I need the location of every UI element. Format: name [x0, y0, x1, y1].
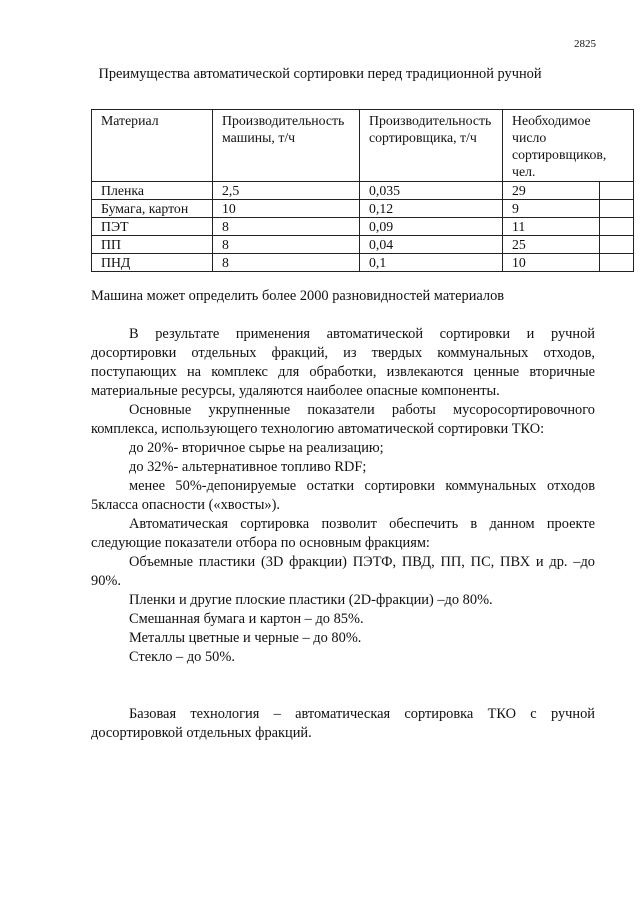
table-row — [92, 236, 634, 254]
header-material: Материал — [92, 110, 213, 182]
cell-empty — [600, 200, 634, 218]
cell-material: ПЭТ — [92, 218, 213, 236]
list-item-secondary-raw: до 20%- вторичное сырье на реализацию; — [129, 440, 384, 456]
cell-sorters-needed: 11 — [503, 218, 600, 236]
list-item-metals: Металлы цветные и черные – до 80%. — [129, 630, 362, 646]
body-text — [91, 325, 595, 743]
table-row — [92, 182, 634, 200]
cell-sorter-productivity: 0,12 — [360, 200, 503, 218]
cell-sorter-productivity: 0,09 — [360, 218, 503, 236]
header-sorters-needed: Необходимое число сортировщиков, чел. — [503, 110, 634, 182]
paragraph-3d-plastics: Объемные пластики (3D фракции) ПЭТФ, ПВД, ПП, ПС, ПВХ и др. –до 90%. — [91, 554, 595, 589]
cell-machine-productivity: 2,5 — [213, 182, 360, 200]
materials-table — [91, 109, 634, 272]
table-row — [92, 254, 634, 272]
header-sorter-productivity: Производительность сортировщика, т/ч — [360, 110, 503, 182]
cell-material: ПНД — [92, 254, 213, 272]
cell-sorters-needed: 10 — [503, 254, 600, 272]
cell-sorter-productivity: 0,04 — [360, 236, 503, 254]
paragraph-residues: менее 50%-депонируемые остатки сортировки коммунальных отходов 5класса опасности («хвосты»). — [91, 478, 595, 513]
cell-machine-productivity: 8 — [213, 218, 360, 236]
list-item-rdf-fuel: до 32%- альтернативное топливо RDF; — [129, 459, 367, 475]
paragraph-indicators: Основные укрупненные показатели работы мусоросортировочного комплекса, использующего технологию автоматической сортировки ТКО: — [91, 402, 595, 437]
paragraph-base-technology: Базовая технология – автоматическая сортировка ТКО с ручной досортировкой отдельных фракций. — [91, 706, 595, 741]
list-item-glass: Стекло – до 50%. — [129, 649, 235, 665]
cell-material: Бумага, картон — [92, 200, 213, 218]
table-row — [92, 200, 634, 218]
cell-machine-productivity: 8 — [213, 236, 360, 254]
paragraph-results: В результате применения автоматической сортировки и ручной досортировки отдельных фракций, из твердых коммунальных отходов, поступающих на комплекс для обработки, извлекаются ценные вторичные материальные ресурсы, удаляются наиболее опасные компоненты. — [91, 326, 595, 399]
cell-sorter-productivity: 0,1 — [360, 254, 503, 272]
table-row — [92, 218, 634, 236]
cell-machine-productivity: 8 — [213, 254, 360, 272]
table-header-row — [92, 110, 634, 182]
cell-machine-productivity: 10 — [213, 200, 360, 218]
paragraph-fractions-intro: Автоматическая сортировка позволит обеспечить в данном проекте следующие показатели отбора по основным фракциям: — [91, 516, 595, 551]
cell-sorters-needed: 9 — [503, 200, 600, 218]
cell-material: ПП — [92, 236, 213, 254]
page-number: 2825 — [574, 38, 596, 50]
cell-material: Пленка — [92, 182, 213, 200]
table-title: Преимущества автоматической сортировки перед традиционной ручной — [98, 66, 542, 82]
cell-empty — [600, 254, 634, 272]
cell-sorter-productivity: 0,035 — [360, 182, 503, 200]
cell-sorters-needed: 29 — [503, 182, 600, 200]
header-machine-productivity: Производительность машины, т/ч — [213, 110, 360, 182]
list-item-2d-plastics: Пленки и другие плоские пластики (2D-фракции) –до 80%. — [129, 592, 493, 608]
cell-empty — [600, 236, 634, 254]
list-item-paper: Смешанная бумага и картон – до 85%. — [129, 611, 364, 627]
cell-empty — [600, 182, 634, 200]
table-note: Машина может определить более 2000 разновидностей материалов — [91, 288, 505, 304]
cell-empty — [600, 218, 634, 236]
cell-sorters-needed: 25 — [503, 236, 600, 254]
